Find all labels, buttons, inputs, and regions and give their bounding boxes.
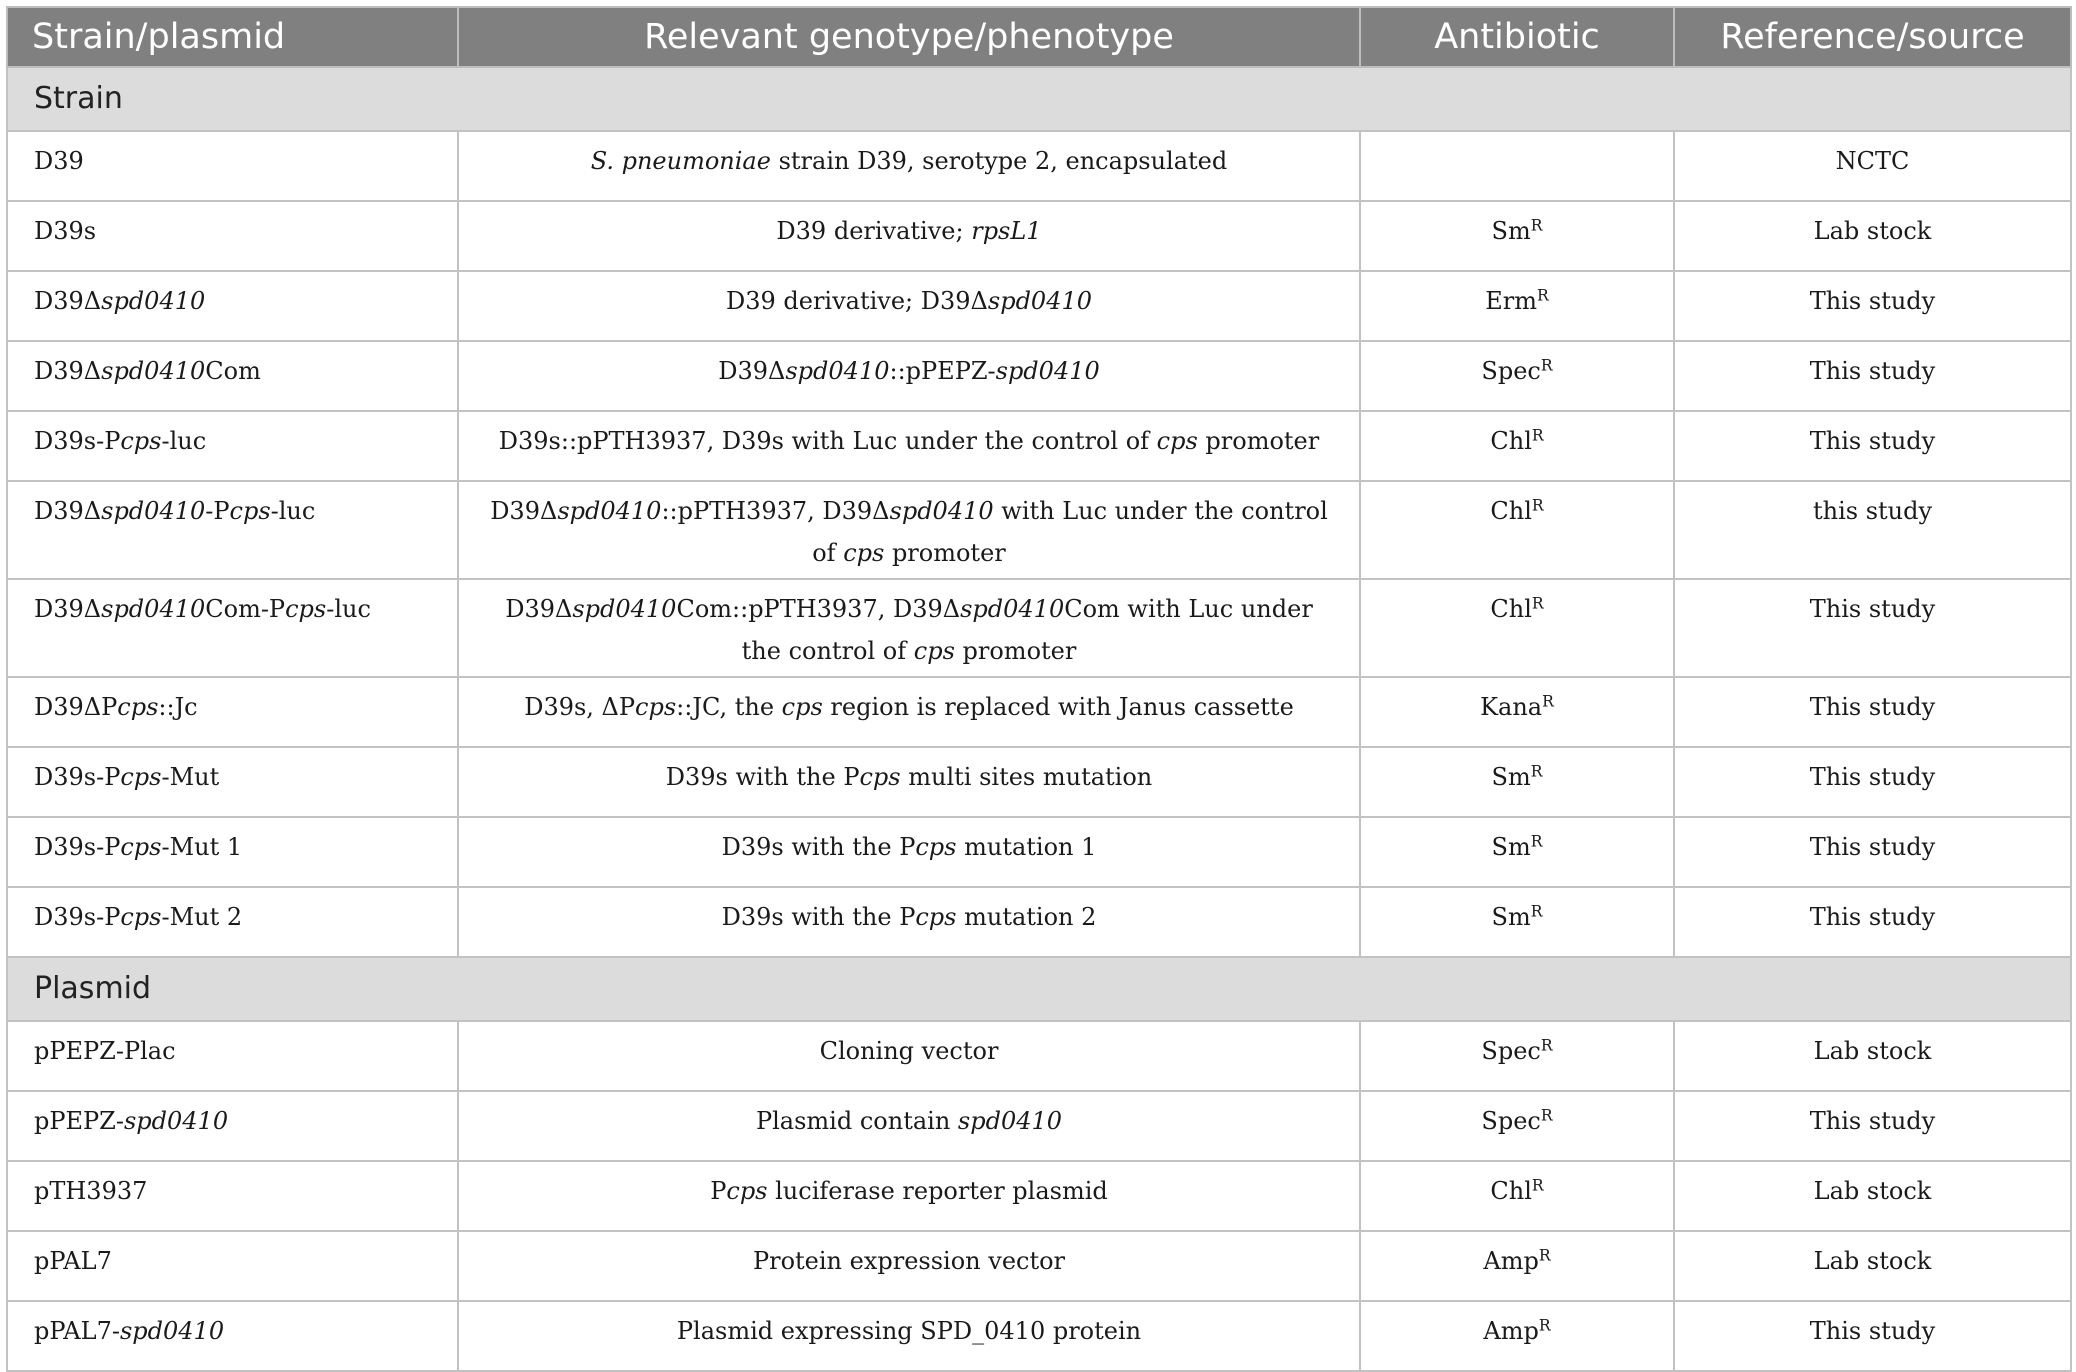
text-run: spd0410 <box>119 1317 225 1345</box>
cell-genotype <box>458 201 1360 271</box>
cell-reference: This study <box>1674 817 2071 887</box>
resistance-superscript: R <box>1530 902 1543 921</box>
antibiotic-text: Chl <box>1490 1177 1532 1205</box>
text-run: promoter <box>884 539 1006 567</box>
text-run: D39s, ΔP <box>524 693 636 721</box>
cell-reference: This study <box>1674 1091 2071 1161</box>
table-body <box>7 67 2071 1371</box>
cell-reference: Lab stock <box>1674 201 2071 271</box>
text-run: pTH3937 <box>34 1177 148 1205</box>
text-run: cps <box>120 903 162 931</box>
cell-name <box>7 411 458 481</box>
cell-genotype <box>458 1091 1360 1161</box>
text-run: spd0410 <box>960 595 1065 623</box>
text-run: D39Δ <box>718 357 786 385</box>
text-run: -Mut 1 <box>161 833 243 861</box>
text-run: multi sites mutation <box>900 763 1153 791</box>
text-run: Cloning vector <box>819 1037 999 1065</box>
text-run: cps <box>915 903 957 931</box>
antibiotic-text: Erm <box>1485 287 1537 315</box>
cell-genotype <box>458 817 1360 887</box>
cell-genotype <box>458 887 1360 957</box>
cell-antibiotic <box>1360 887 1674 957</box>
cell-reference: Lab stock <box>1674 1231 2071 1301</box>
cell-genotype <box>458 411 1360 481</box>
section-plasmid-label: Plasmid <box>7 957 2071 1021</box>
cell-name <box>7 579 458 677</box>
text-run: cps <box>859 763 901 791</box>
text-run: D39Δ <box>34 287 102 315</box>
antibiotic-text: Amp <box>1483 1247 1539 1275</box>
text-run: D39s with the P <box>665 763 860 791</box>
strain-plasmid-table <box>6 6 2072 1372</box>
cell-genotype <box>458 747 1360 817</box>
cell-reference: This study <box>1674 677 2071 747</box>
cell-antibiotic <box>1360 1231 1674 1301</box>
header-genotype: Relevant genotype/phenotype <box>458 7 1360 67</box>
table-row <box>7 1231 2071 1301</box>
cell-antibiotic <box>1360 1021 1674 1091</box>
text-run: ::pPTH3937, D39Δ <box>661 497 890 525</box>
resistance-superscript: R <box>1531 496 1544 515</box>
table-row <box>7 747 2071 817</box>
resistance-superscript: R <box>1540 1106 1553 1125</box>
text-run: spd0410 <box>123 1107 229 1135</box>
text-run: D39Δ <box>505 595 573 623</box>
table-row <box>7 677 2071 747</box>
cell-reference: This study <box>1674 1301 2071 1371</box>
cell-antibiotic <box>1360 747 1674 817</box>
text-run: spd0410 <box>957 1107 1063 1135</box>
table-row <box>7 1161 2071 1231</box>
text-run: cps <box>120 833 162 861</box>
cell-antibiotic <box>1360 201 1674 271</box>
text-run: spd0410 <box>987 287 1093 315</box>
text-run: spd0410 <box>889 497 994 525</box>
cell-name <box>7 1301 458 1371</box>
text-run: cps <box>117 693 159 721</box>
text-run: mutation 1 <box>956 833 1097 861</box>
cell-name <box>7 131 458 201</box>
resistance-superscript: R <box>1530 216 1543 235</box>
text-run: -Mut <box>161 763 220 791</box>
text-run: cps <box>915 833 957 861</box>
cell-reference: This study <box>1674 271 2071 341</box>
text-run: strain D39, serotype 2, encapsulated <box>770 147 1228 175</box>
text-run: promoter <box>954 637 1077 665</box>
table-row <box>7 411 2071 481</box>
text-run: cps <box>913 637 955 665</box>
text-run: spd0410 <box>572 595 677 623</box>
text-run: spd0410 <box>101 287 206 315</box>
text-run: S. pneumoniae <box>590 147 771 175</box>
resistance-superscript: R <box>1540 1036 1553 1055</box>
cell-reference: This study <box>1674 747 2071 817</box>
text-run: rpsL1 <box>971 217 1042 245</box>
text-run: D39s with the P <box>721 903 916 931</box>
resistance-superscript: R <box>1542 692 1554 711</box>
cell-antibiotic <box>1360 1091 1674 1161</box>
antibiotic-text: Chl <box>1490 497 1532 525</box>
cell-name <box>7 201 458 271</box>
table-row <box>7 1021 2071 1091</box>
text-run: cps <box>843 539 885 567</box>
cell-genotype <box>458 1231 1360 1301</box>
text-run: mutation 2 <box>956 903 1097 931</box>
cell-reference: This study <box>1674 341 2071 411</box>
text-run: cps <box>1156 427 1198 455</box>
cell-antibiotic <box>1360 411 1674 481</box>
cell-antibiotic <box>1360 131 1674 201</box>
text-run: spd0410 <box>101 357 206 385</box>
text-run: region is replaced with Janus cassette <box>822 693 1294 721</box>
text-run: D39s-P <box>34 833 121 861</box>
text-run: cps <box>285 595 327 623</box>
section-plasmid <box>7 957 2071 1021</box>
text-run: D39s-P <box>34 763 121 791</box>
resistance-superscript: R <box>1540 356 1553 375</box>
cell-name <box>7 1231 458 1301</box>
cell-antibiotic <box>1360 271 1674 341</box>
text-run: spd0410 <box>557 497 662 525</box>
cell-reference: This study <box>1674 887 2071 957</box>
antibiotic-text: Sm <box>1491 217 1531 245</box>
section-strain <box>7 67 2071 131</box>
cell-name <box>7 887 458 957</box>
antibiotic-text: Chl <box>1490 427 1532 455</box>
resistance-superscript: R <box>1538 1246 1551 1265</box>
cell-antibiotic <box>1360 481 1674 579</box>
cell-reference: This study <box>1674 579 2071 677</box>
cell-name <box>7 271 458 341</box>
cell-antibiotic <box>1360 1161 1674 1231</box>
text-run: D39 derivative; D39Δ <box>725 287 988 315</box>
text-run: -luc <box>270 497 316 525</box>
cell-antibiotic <box>1360 341 1674 411</box>
text-run: Plasmid expressing SPD_0410 protein <box>676 1317 1142 1345</box>
text-run: spd0410 <box>995 357 1100 385</box>
text-run: cps <box>229 497 271 525</box>
table-row <box>7 1301 2071 1371</box>
cell-reference: This study <box>1674 411 2071 481</box>
text-run: D39 derivative; <box>776 217 972 245</box>
text-run: cps <box>781 693 823 721</box>
text-run: promoter <box>1197 427 1320 455</box>
text-run: -luc <box>161 427 207 455</box>
cell-antibiotic <box>1360 1301 1674 1371</box>
header-antibiotic: Antibiotic <box>1360 7 1674 67</box>
antibiotic-text: Spec <box>1481 357 1541 385</box>
text-run: luciferase reporter plasmid <box>767 1177 1108 1205</box>
table-row <box>7 201 2071 271</box>
text-run: D39Δ <box>34 497 102 525</box>
cell-name <box>7 481 458 579</box>
text-run: Com::pPTH3937, D39Δ <box>676 595 961 623</box>
cell-name <box>7 1021 458 1091</box>
text-run: spd0410 <box>101 497 206 525</box>
cell-name <box>7 1091 458 1161</box>
text-run: pPEPZ- <box>34 1107 124 1135</box>
resistance-superscript: R <box>1530 832 1543 851</box>
cell-genotype <box>458 131 1360 201</box>
text-run: D39Δ <box>34 595 102 623</box>
cell-name <box>7 817 458 887</box>
text-run: ::JC, the <box>676 693 782 721</box>
resistance-superscript: R <box>1537 286 1549 305</box>
cell-genotype <box>458 579 1360 677</box>
cell-reference: this study <box>1674 481 2071 579</box>
header-strain-plasmid: Strain/plasmid <box>7 7 458 67</box>
cell-antibiotic <box>1360 677 1674 747</box>
cell-genotype <box>458 1161 1360 1231</box>
cell-reference: Lab stock <box>1674 1021 2071 1091</box>
table-row <box>7 1091 2071 1161</box>
table-row <box>7 579 2071 677</box>
text-run: D39Δ <box>34 357 102 385</box>
text-run: cps <box>120 763 162 791</box>
resistance-superscript: R <box>1538 1316 1551 1335</box>
cell-genotype <box>458 341 1360 411</box>
resistance-superscript: R <box>1530 762 1543 781</box>
text-run: cps <box>726 1177 768 1205</box>
cell-genotype <box>458 481 1360 579</box>
text-run: D39 <box>34 147 84 175</box>
antibiotic-text: Sm <box>1491 903 1531 931</box>
header-reference: Reference/source <box>1674 7 2071 67</box>
table-row <box>7 887 2071 957</box>
resistance-superscript: R <box>1531 594 1544 613</box>
header-row <box>7 7 2071 67</box>
cell-antibiotic <box>1360 579 1674 677</box>
text-run: spd0410 <box>101 595 206 623</box>
text-run: pPAL7- <box>34 1317 120 1345</box>
cell-antibiotic <box>1360 817 1674 887</box>
text-run: D39Δ <box>490 497 558 525</box>
cell-genotype <box>458 1301 1360 1371</box>
text-run: D39s <box>34 217 97 245</box>
table-row <box>7 341 2071 411</box>
text-run: Com <box>205 357 261 385</box>
text-run: cps <box>635 693 677 721</box>
table-row <box>7 271 2071 341</box>
text-run: D39s-P <box>34 903 121 931</box>
section-strain-label: Strain <box>7 67 2071 131</box>
text-run: Protein expression vector <box>752 1247 1066 1275</box>
text-run: Com-P <box>205 595 286 623</box>
antibiotic-text: Chl <box>1490 595 1532 623</box>
antibiotic-text: Sm <box>1491 763 1531 791</box>
cell-name <box>7 341 458 411</box>
cell-reference: Lab stock <box>1674 1161 2071 1231</box>
text-run: Com with Luc under the control of <box>741 595 1313 665</box>
text-run: P <box>710 1177 727 1205</box>
cell-genotype <box>458 271 1360 341</box>
text-run: D39s-P <box>34 427 121 455</box>
antibiotic-text: Amp <box>1483 1317 1539 1345</box>
resistance-superscript: R <box>1531 426 1544 445</box>
cell-reference: NCTC <box>1674 131 2071 201</box>
text-run: pPAL7 <box>34 1247 112 1275</box>
antibiotic-text: Sm <box>1491 833 1531 861</box>
cell-genotype <box>458 1021 1360 1091</box>
cell-name <box>7 677 458 747</box>
text-run: D39ΔP <box>34 693 118 721</box>
text-run: ::pPEPZ- <box>889 357 996 385</box>
table-row <box>7 131 2071 201</box>
text-run: -P <box>205 497 230 525</box>
text-run: pPEPZ-Plac <box>34 1037 176 1065</box>
antibiotic-text: Kana <box>1480 693 1543 721</box>
cell-name <box>7 747 458 817</box>
text-run: Plasmid contain <box>755 1107 958 1135</box>
resistance-superscript: R <box>1531 1176 1544 1195</box>
text-run: D39s with the P <box>721 833 916 861</box>
text-run: -luc <box>326 595 371 623</box>
cell-name <box>7 1161 458 1231</box>
text-run: ::Jc <box>158 693 198 721</box>
antibiotic-text: Spec <box>1481 1037 1541 1065</box>
text-run: with Luc under the control of <box>812 497 1328 567</box>
text-run: cps <box>120 427 162 455</box>
table-row <box>7 817 2071 887</box>
table-row <box>7 481 2071 579</box>
text-run: D39s::pPTH3937, D39s with Luc under the control of <box>498 427 1157 455</box>
text-run: -Mut 2 <box>161 903 243 931</box>
cell-genotype <box>458 677 1360 747</box>
antibiotic-text: Spec <box>1481 1107 1541 1135</box>
text-run: spd0410 <box>785 357 890 385</box>
